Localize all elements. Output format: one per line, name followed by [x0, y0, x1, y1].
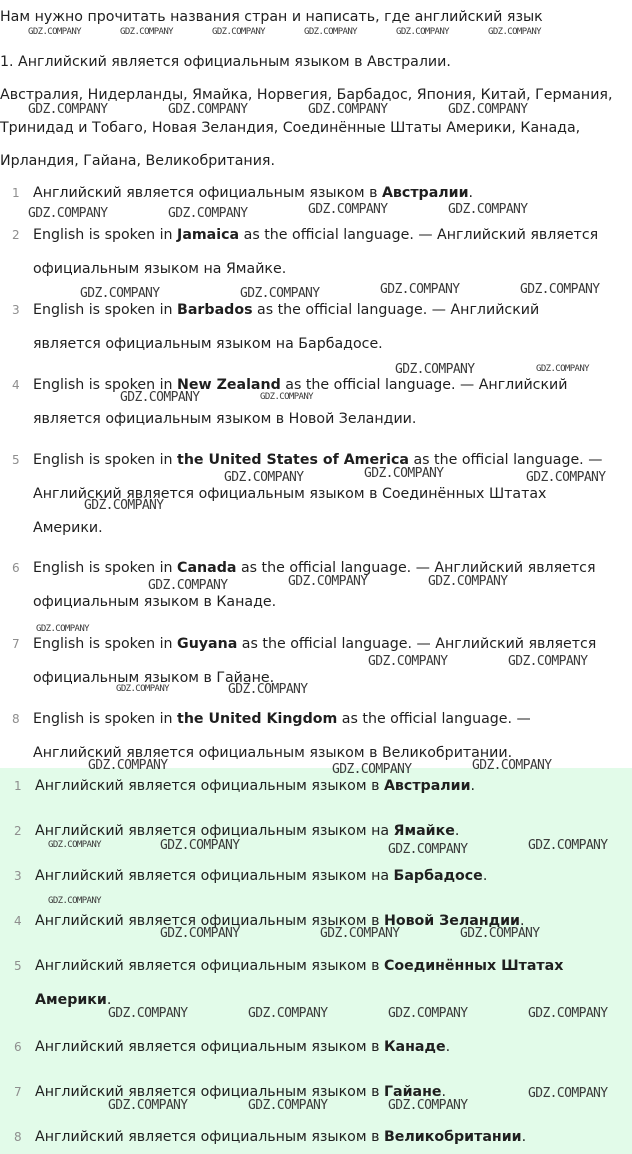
watermark: GDZ.COMPANY — [304, 27, 358, 37]
item-number: 1 — [12, 186, 20, 200]
item-number: 7 — [12, 637, 20, 651]
watermark: GDZ.COMPANY — [472, 758, 552, 773]
item-number: 3 — [12, 303, 20, 317]
watermark: GDZ.COMPANY — [240, 286, 320, 301]
watermark: GDZ.COMPANY — [28, 102, 108, 117]
watermark: GDZ.COMPANY — [148, 578, 228, 593]
watermark: GDZ.COMPANY — [536, 364, 590, 374]
item-number: 4 — [12, 378, 20, 392]
watermark: GDZ.COMPANY — [36, 624, 90, 634]
item-number: 5 — [14, 959, 22, 973]
watermark: GDZ.COMPANY — [460, 926, 540, 941]
item-number: 1 — [14, 779, 22, 793]
item-number: 4 — [14, 914, 22, 928]
watermark: GDZ.COMPANY — [48, 840, 102, 850]
intro-lead: Нам нужно прочитать названия стран и написать, где английский язык — [0, 9, 543, 25]
item-number: 3 — [14, 869, 22, 883]
watermark: GDZ.COMPANY — [396, 27, 450, 37]
watermark: GDZ.COMPANY — [84, 498, 164, 513]
watermark: GDZ.COMPANY — [116, 684, 170, 694]
watermark: GDZ.COMPANY — [228, 682, 308, 697]
item-number: 7 — [14, 1085, 22, 1099]
watermark: GDZ.COMPANY — [224, 470, 304, 485]
watermark: GDZ.COMPANY — [508, 654, 588, 669]
watermark: GDZ.COMPANY — [48, 896, 102, 906]
watermark: GDZ.COMPANY — [388, 1006, 468, 1021]
watermark: GDZ.COMPANY — [120, 27, 174, 37]
watermark: GDZ.COMPANY — [448, 102, 528, 117]
watermark: GDZ.COMPANY — [320, 926, 400, 941]
watermark: GDZ.COMPANY — [488, 27, 542, 37]
watermark: GDZ.COMPANY — [260, 392, 314, 402]
watermark: GDZ.COMPANY — [168, 206, 248, 221]
watermark: GDZ.COMPANY — [395, 362, 475, 377]
watermark: GDZ.COMPANY — [168, 102, 248, 117]
watermark: GDZ.COMPANY — [332, 762, 412, 777]
watermark: GDZ.COMPANY — [80, 286, 160, 301]
watermark: GDZ.COMPANY — [448, 202, 528, 217]
watermark: GDZ.COMPANY — [308, 202, 388, 217]
watermark: GDZ.COMPANY — [88, 758, 168, 773]
watermark: GDZ.COMPANY — [160, 838, 240, 853]
item-number: 2 — [14, 824, 22, 838]
watermark: GDZ.COMPANY — [528, 1006, 608, 1021]
watermark: GDZ.COMPANY — [528, 838, 608, 853]
watermark: GDZ.COMPANY — [288, 574, 368, 589]
watermark: GDZ.COMPANY — [526, 470, 606, 485]
watermark: GDZ.COMPANY — [28, 206, 108, 221]
item-number: 2 — [12, 228, 20, 242]
watermark: GDZ.COMPANY — [108, 1098, 188, 1113]
item-number: 6 — [14, 1040, 22, 1054]
watermark: GDZ.COMPANY — [248, 1098, 328, 1113]
watermark: GDZ.COMPANY — [388, 1098, 468, 1113]
watermark: GDZ.COMPANY — [108, 1006, 188, 1021]
watermark: GDZ.COMPANY — [120, 390, 200, 405]
watermark: GDZ.COMPANY — [388, 842, 468, 857]
intro-example: 1. Английский является официальным языком в Австралии. — [0, 54, 451, 70]
item-number: 8 — [14, 1130, 22, 1144]
item-number: 8 — [12, 712, 20, 726]
watermark: GDZ.COMPANY — [520, 282, 600, 297]
intro-country-list: Австралия, Нидерланды, Ямайка, Норвегия, Барбадос, Япония, Китай, Германия, Тринидад и Тобаго, Новая Зеландия, Соединённые Штаты Америки, Канада, Ирландия, Гайана, Великобритания. — [0, 87, 613, 169]
watermark: GDZ.COMPANY — [28, 27, 82, 37]
watermark: GDZ.COMPANY — [212, 27, 266, 37]
item-number: 5 — [12, 453, 20, 467]
watermark: GDZ.COMPANY — [364, 466, 444, 481]
watermark: GDZ.COMPANY — [528, 1086, 608, 1101]
watermark: GDZ.COMPANY — [428, 574, 508, 589]
item-number: 6 — [12, 561, 20, 575]
watermark: GDZ.COMPANY — [368, 654, 448, 669]
watermark: GDZ.COMPANY — [248, 1006, 328, 1021]
watermark: GDZ.COMPANY — [160, 926, 240, 941]
watermark: GDZ.COMPANY — [380, 282, 460, 297]
watermark: GDZ.COMPANY — [308, 102, 388, 117]
